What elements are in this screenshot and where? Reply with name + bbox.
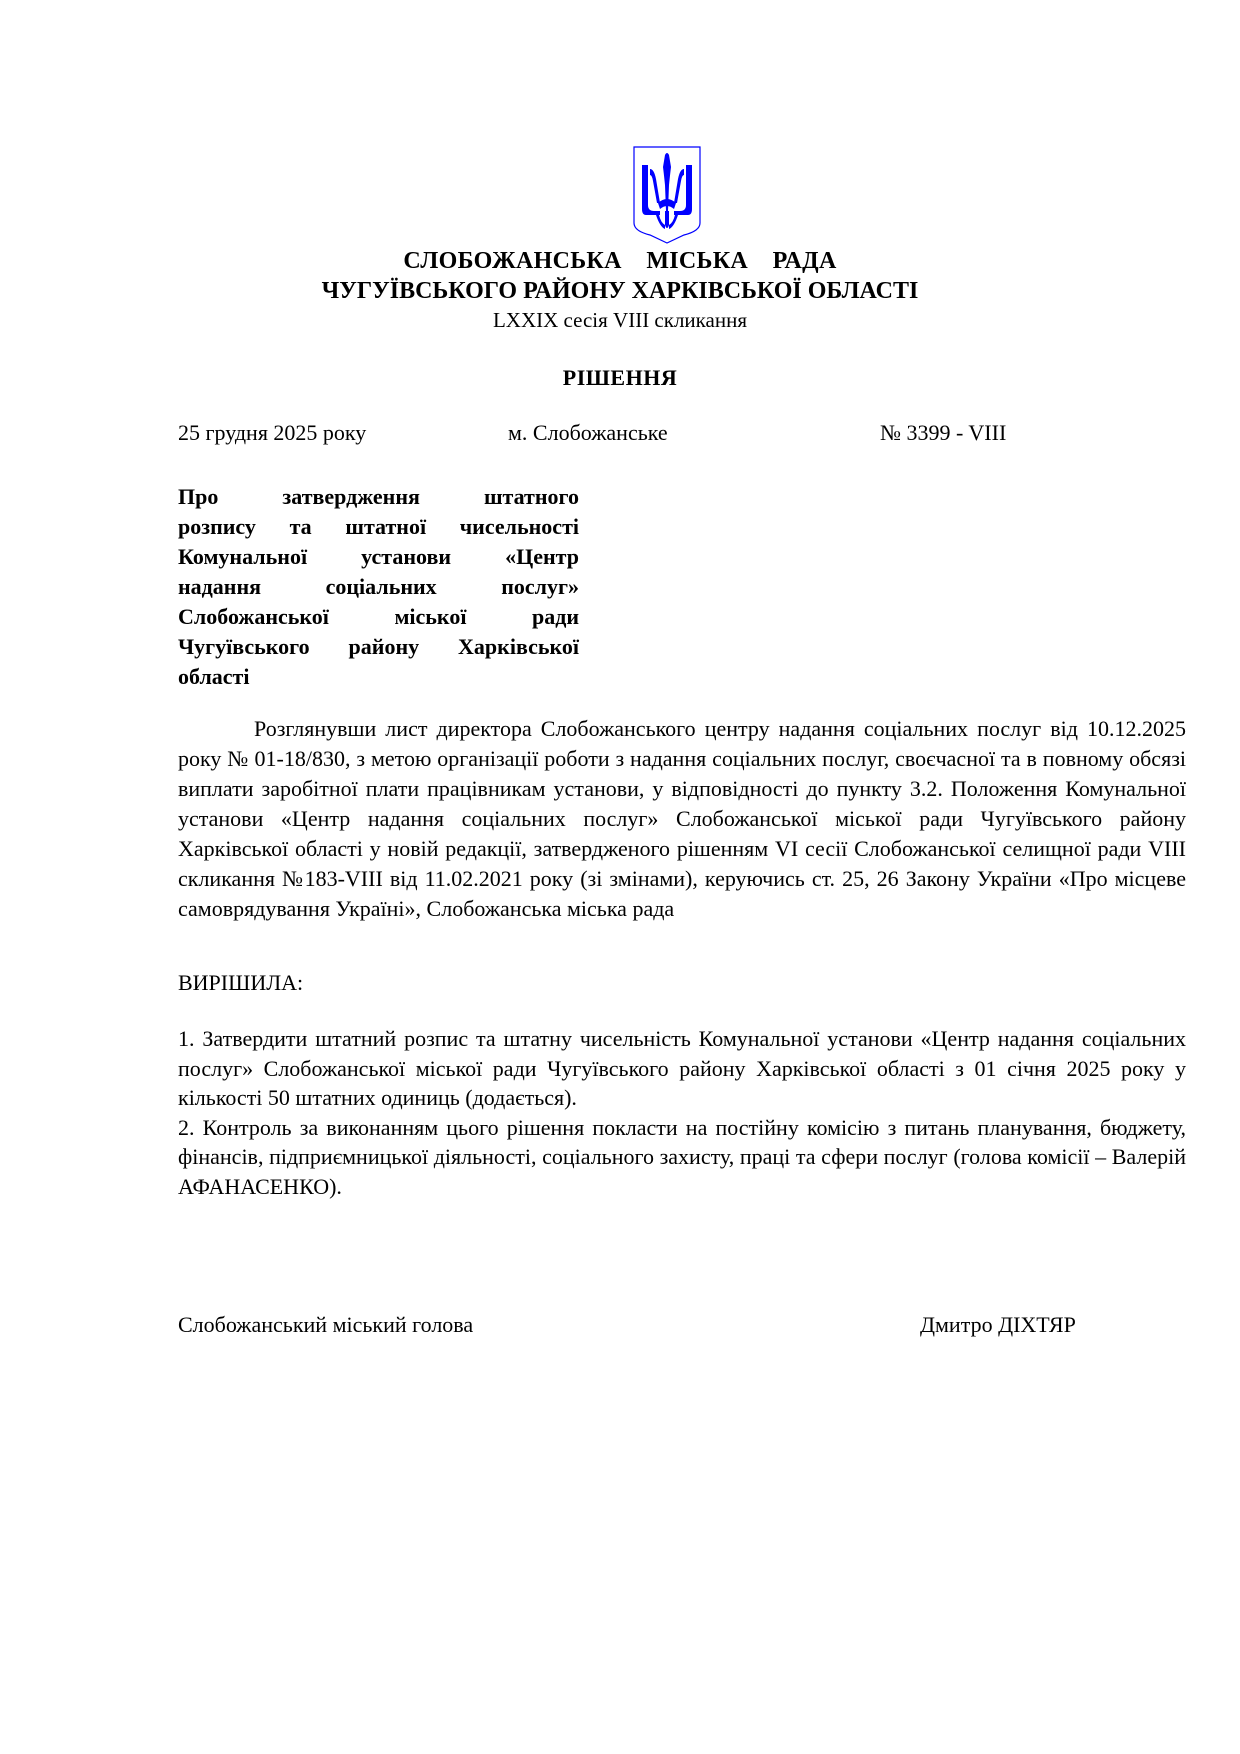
district-name: ЧУГУЇВСЬКОГО РАЙОНУ ХАРКІВСЬКОЇ ОБЛАСТІ (321, 278, 919, 304)
session-info: LXXIX сесія VIII скликання (492, 308, 748, 332)
subject-line: розпису та штатної чисельності (178, 514, 579, 539)
decision-item: 1. Затвердити штатний розпис та штатну чисельність Комунальної установи «Центр надання соціальних послуг» Слобожанської міської ради Чугуївського району Харківської області з 01 січня 2025 року у кількості 50 штатних одиниць (додається). (178, 1026, 1186, 1110)
decision-item: 2. Контроль за виконанням цього рішення покласти на постійну комісію з питань планування, бюджету, фінансів, підприємницької діяльності, соціального захисту, праці та сфери послуг (голова комісії – Валерій АФАНАСЕНКО). (178, 1114, 1186, 1199)
coat-of-arms-icon (632, 145, 702, 245)
subject-line: надання соціальних послуг» (178, 574, 579, 599)
subject-line: Про затвердження штатного (178, 484, 579, 509)
subject-line: Комунальної установи «Центр (178, 544, 579, 569)
decision-subject (178, 482, 579, 692)
decision-date: 25 грудня 2025 року (178, 420, 367, 445)
resolved-heading: ВИРІШИЛА: (178, 970, 304, 995)
council-name: СЛОБОЖАНСЬКА МІСЬКА РАДА (403, 248, 837, 274)
decision-place: м. Слобожанське (508, 420, 668, 445)
signatory-position: Слобожанський міський голова (178, 1312, 474, 1337)
decision-number: № 3399 - VIII (880, 420, 1007, 445)
subject-line: Слобожанської міської ради (178, 604, 579, 629)
subject-line: області (178, 664, 250, 689)
decision-items (178, 1024, 1186, 1201)
preamble-paragraph: Розглянувши лист директора Слобожанського центру надання соціальних послуг від 10.12.2025 року № 01-18/830, з метою організації роботи з надання соціальних послуг, своєчасної та в повному обсязі виплати заробітної плати працівникам установи, у відповідності до пункту 3.2. Положення Комунальної установи «Центр надання соціальних послуг» Слобожанської міської ради Чугуївського району Харківської області у новій редакції, затвердженого рішенням VI сесії Слобожанської селищної ради VIII скликання №183-VIII від 11.02.2021 року (зі змінами), керуючись ст. 25, 26 Закону України «Про місцеве самоврядування Україні», Слобожанська міська рада (178, 716, 1186, 921)
document-type: РІШЕННЯ (562, 365, 678, 390)
subject-line: Чугуївського району Харківської (178, 634, 579, 659)
signatory-name: Дмитро ДІХТЯР (920, 1312, 1076, 1337)
